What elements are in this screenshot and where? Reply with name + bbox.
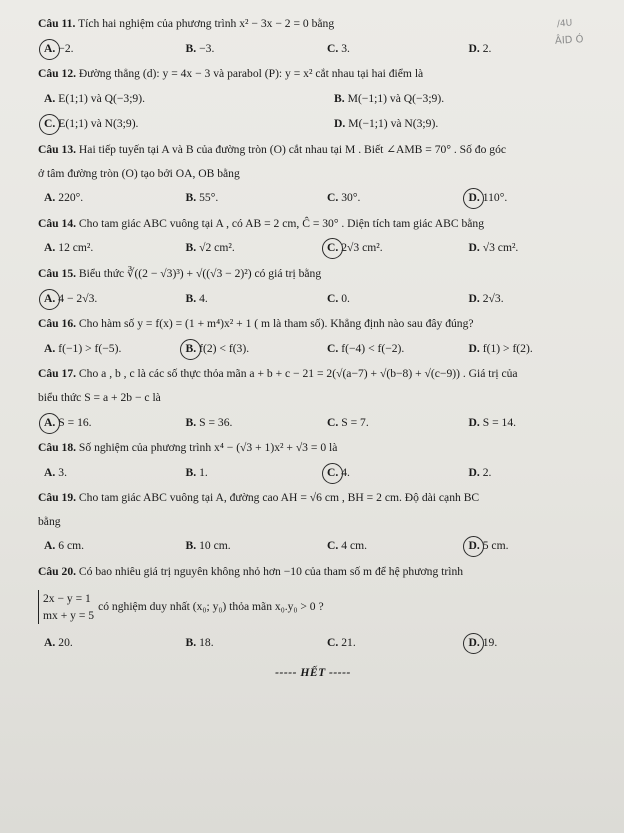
question-label: Câu 15. <box>38 266 77 280</box>
option-d[interactable] <box>468 192 588 204</box>
option-text: f(−4) < f(−2). <box>341 341 405 355</box>
question-text: Có bao nhiêu giá trị nguyên không nhỏ hơn −10 của tham số m để hệ phương trình <box>78 565 464 579</box>
option-text: 6 cm. <box>58 539 85 553</box>
option-letter: A. <box>44 291 56 305</box>
answer-options <box>38 540 588 552</box>
question-text-continued <box>38 392 588 404</box>
option-letter: D. <box>468 636 480 650</box>
question-text: Tích hai nghiệm của phương trình x² − 3x − 2 = 0 bằng <box>78 17 335 30</box>
answer-options <box>38 467 588 479</box>
option-letter: A. <box>44 241 56 255</box>
question-11 <box>38 18 588 54</box>
question-text: Cho hàm số y = f(x) = (1 + m⁴)x² + 1 ( m là tham số). Khẳng định nào sau đây đúng? <box>78 317 474 331</box>
answer-circle-mark <box>463 633 484 654</box>
question-label: Câu 17. <box>38 367 77 381</box>
option-letter: A. <box>44 636 56 650</box>
question-16 <box>38 318 588 354</box>
option-letter: A. <box>44 341 56 355</box>
option-letter: A. <box>44 415 56 429</box>
option-letter: C. <box>326 41 339 55</box>
answer-circle-mark <box>39 413 60 434</box>
option-text: 110°. <box>482 191 508 205</box>
option-b[interactable] <box>185 43 326 55</box>
option-text: 12 cm². <box>58 241 94 255</box>
option-text: 4. <box>341 465 350 479</box>
option-b[interactable] <box>185 467 326 479</box>
option-letter: C. <box>326 291 339 305</box>
option-b[interactable] <box>185 242 326 254</box>
option-text: S = 7. <box>341 415 369 429</box>
end-marker: ----- HẾT ----- <box>275 666 351 680</box>
question-text: Số nghiệm của phương trình x⁴ − (√3 + 1)x² + √3 = 0 là <box>78 441 338 455</box>
option-text: M(−1;1) và N(3;9). <box>348 117 439 131</box>
option-text: 10 cm. <box>199 539 231 553</box>
question-label: Câu 12. <box>38 67 77 81</box>
option-letter: C. <box>326 341 339 355</box>
option-b[interactable] <box>185 417 326 429</box>
option-letter: B. <box>185 636 197 650</box>
option-c[interactable] <box>327 637 468 649</box>
option-letter: C. <box>326 539 339 553</box>
option-text: 2√3 cm². <box>341 241 383 255</box>
question-text: Đường thẳng (d): y = 4x − 3 và parabol (P): y = x² cắt nhau tại hai điểm là <box>78 67 424 81</box>
option-text: M(−1;1) và Q(−3;9). <box>347 91 445 105</box>
question-text: Biểu thức ∛((2 − √3)³) + √((√3 − 2)²) có giá trị bằng <box>78 266 322 280</box>
question-text: biểu thức S = a + 2b − c là <box>38 390 161 404</box>
option-d[interactable] <box>468 637 588 649</box>
answer-circle-mark <box>463 536 484 557</box>
option-letter: C. <box>326 241 339 255</box>
option-a[interactable] <box>44 467 185 479</box>
answer-circle-mark <box>39 39 60 60</box>
option-text: S = 14. <box>482 415 517 429</box>
option-letter: B. <box>185 191 197 205</box>
answer-options <box>38 637 588 649</box>
question-text-continued <box>38 516 588 528</box>
option-letter: B. <box>185 341 197 355</box>
option-a[interactable] <box>44 293 185 305</box>
option-text: 19. <box>482 636 498 650</box>
option-a[interactable] <box>44 417 185 429</box>
answer-circle-mark <box>322 463 343 484</box>
option-c[interactable] <box>327 43 468 55</box>
option-text: f(−1) > f(−5). <box>58 341 122 355</box>
question-stem <box>38 442 588 454</box>
question-label: Câu 13. <box>38 142 77 156</box>
option-letter: D. <box>468 241 480 255</box>
option-row-break <box>44 104 588 118</box>
option-text: 20. <box>58 636 73 650</box>
question-text: Cho a , b , c là các số thực thỏa mãn a + b + c − 21 = 2(√(a−7) + √(b−8) + √(c−9)) . Giá trị của <box>78 367 518 381</box>
option-text: 1. <box>199 465 208 479</box>
question-text: có nghiệm duy nhất (x₀; y₀) thỏa mãn x₀.y₀ > 0 ? <box>98 599 324 613</box>
option-a[interactable] <box>44 192 185 204</box>
option-letter: A. <box>44 539 56 553</box>
option-letter: B. <box>185 241 197 255</box>
question-text: bằng <box>38 514 61 528</box>
option-letter: B. <box>185 415 197 429</box>
answer-options <box>38 93 588 130</box>
option-letter: D. <box>468 191 480 205</box>
option-letter: D. <box>334 117 346 131</box>
question-label: Câu 19. <box>38 491 77 505</box>
question-text: Cho tam giác ABC vuông tại A , có AB = 2 cm, Ĉ = 30° . Diện tích tam giác ABC bằng <box>78 216 485 230</box>
option-c[interactable] <box>327 293 468 305</box>
question-label: Câu 16. <box>38 317 77 331</box>
question-label: Câu 14. <box>38 216 77 230</box>
question-text: Cho tam giác ABC vuông tại A, đường cao AH = √6 cm , BH = 2 cm. Độ dài cạnh BC <box>78 491 480 505</box>
option-b[interactable] <box>185 293 326 305</box>
question-text-continued <box>38 168 588 180</box>
option-c[interactable] <box>327 540 468 552</box>
question-list <box>38 18 588 649</box>
option-c[interactable] <box>327 467 468 479</box>
option-letter: C. <box>44 117 56 131</box>
question-19 <box>38 492 588 552</box>
option-letter: B. <box>334 91 345 105</box>
option-a[interactable] <box>44 43 185 55</box>
handwritten-note: /4U <box>556 18 573 30</box>
option-text: E(1;1) và N(3;9). <box>58 117 139 131</box>
question-label: Câu 18. <box>38 441 77 455</box>
option-a[interactable] <box>44 540 185 552</box>
question-stem <box>38 144 588 156</box>
option-text: f(2) < f(3). <box>199 341 250 355</box>
option-text: 30°. <box>341 191 361 205</box>
option-a[interactable] <box>44 242 185 254</box>
question-stem <box>38 318 588 330</box>
question-12 <box>38 68 588 130</box>
option-letter: D. <box>468 465 480 479</box>
question-14 <box>38 218 588 254</box>
option-letter: A. <box>44 91 56 105</box>
option-d[interactable] <box>468 343 588 355</box>
option-b[interactable] <box>185 540 326 552</box>
option-a[interactable] <box>44 93 334 105</box>
option-text: 5 cm. <box>482 539 509 553</box>
option-text: 0. <box>341 291 350 305</box>
option-c[interactable] <box>327 242 468 254</box>
option-letter: B. <box>185 41 197 55</box>
question-13 <box>38 144 588 204</box>
question-18 <box>38 442 588 478</box>
option-a[interactable] <box>44 637 185 649</box>
equation: mx + y = 5 <box>43 609 95 623</box>
question-stem <box>38 268 588 280</box>
option-letter: B. <box>185 291 197 305</box>
option-text: S = 16. <box>58 415 92 429</box>
option-text: 18. <box>199 636 214 650</box>
option-text: 220°. <box>58 191 84 205</box>
option-text: 2. <box>482 41 492 55</box>
option-text: 4 cm. <box>341 539 368 553</box>
option-text: √2 cm². <box>199 241 235 255</box>
question-label: Câu 11. <box>38 17 76 30</box>
option-letter: D. <box>468 291 480 305</box>
answer-options <box>38 343 588 355</box>
option-text: E(1;1) và Q(−3;9). <box>58 91 145 105</box>
question-15 <box>38 268 588 304</box>
question-stem <box>38 18 588 30</box>
option-letter: D. <box>468 539 480 553</box>
option-text: 4. <box>199 291 208 305</box>
answer-options <box>38 43 588 55</box>
question-20 <box>38 566 588 649</box>
answer-circle-mark <box>180 339 201 360</box>
answer-options <box>38 293 588 305</box>
option-text: 3. <box>58 465 67 479</box>
option-letter: A. <box>44 191 56 205</box>
option-letter: C. <box>326 191 339 205</box>
option-text: −3. <box>199 41 215 55</box>
option-text: −2. <box>58 41 74 55</box>
option-text: S = 36. <box>199 415 233 429</box>
option-c[interactable] <box>327 192 468 204</box>
option-letter: A. <box>44 465 56 479</box>
question-stem <box>38 68 588 80</box>
option-letter: D. <box>468 341 480 355</box>
option-text: 3. <box>341 41 350 55</box>
question-text-continued <box>38 590 588 625</box>
handwritten-note: ÂID Ó <box>555 34 585 47</box>
option-letter: D. <box>468 41 480 55</box>
question-stem <box>38 218 588 230</box>
option-letter: D. <box>468 415 480 429</box>
equation-system <box>38 590 94 625</box>
option-text: √3 cm². <box>482 241 519 255</box>
option-d[interactable] <box>468 242 588 254</box>
question-text: ở tâm đường tròn (O) tạo bởi OA, OB bằng <box>38 166 240 180</box>
option-b[interactable] <box>185 343 326 355</box>
option-b[interactable] <box>185 192 326 204</box>
option-d[interactable] <box>468 467 588 479</box>
option-letter: B. <box>185 465 197 479</box>
question-stem <box>38 492 588 504</box>
option-c[interactable] <box>327 343 468 355</box>
option-a[interactable] <box>44 343 185 355</box>
answer-options <box>38 242 588 254</box>
option-text: 2√3. <box>482 291 504 305</box>
option-letter: A. <box>44 41 56 55</box>
option-letter: B. <box>185 539 197 553</box>
option-c[interactable] <box>44 118 334 130</box>
option-b[interactable] <box>334 93 564 105</box>
question-stem <box>38 566 588 578</box>
option-text: f(1) > f(2). <box>482 341 533 355</box>
question-stem <box>38 368 588 380</box>
option-text: 2. <box>482 465 492 479</box>
option-d[interactable] <box>468 293 588 305</box>
option-text: 55°. <box>199 191 219 205</box>
answer-circle-mark <box>322 238 343 259</box>
option-letter: C. <box>326 636 339 650</box>
question-label: Câu 20. <box>38 565 77 579</box>
option-d[interactable] <box>334 118 564 130</box>
answer-circle-mark <box>463 188 484 209</box>
option-letter: C. <box>326 465 339 479</box>
answer-circle-mark <box>39 114 60 135</box>
option-d[interactable] <box>468 540 588 552</box>
option-text: 4 − 2√3. <box>58 291 98 305</box>
option-letter: C. <box>326 415 339 429</box>
option-c[interactable] <box>327 417 468 429</box>
equation: 2x − y = 1 <box>43 591 91 605</box>
answer-circle-mark <box>39 289 60 310</box>
option-text: 21. <box>341 636 356 650</box>
question-text: Hai tiếp tuyến tại A và B của đường tròn (O) cắt nhau tại M . Biết ∠AMB = 70° . Số đo góc <box>78 142 507 156</box>
option-d[interactable] <box>468 417 588 429</box>
answer-options <box>38 417 588 429</box>
question-17 <box>38 368 588 428</box>
option-b[interactable] <box>185 637 326 649</box>
answer-options <box>38 192 588 204</box>
option-d[interactable] <box>468 43 588 55</box>
